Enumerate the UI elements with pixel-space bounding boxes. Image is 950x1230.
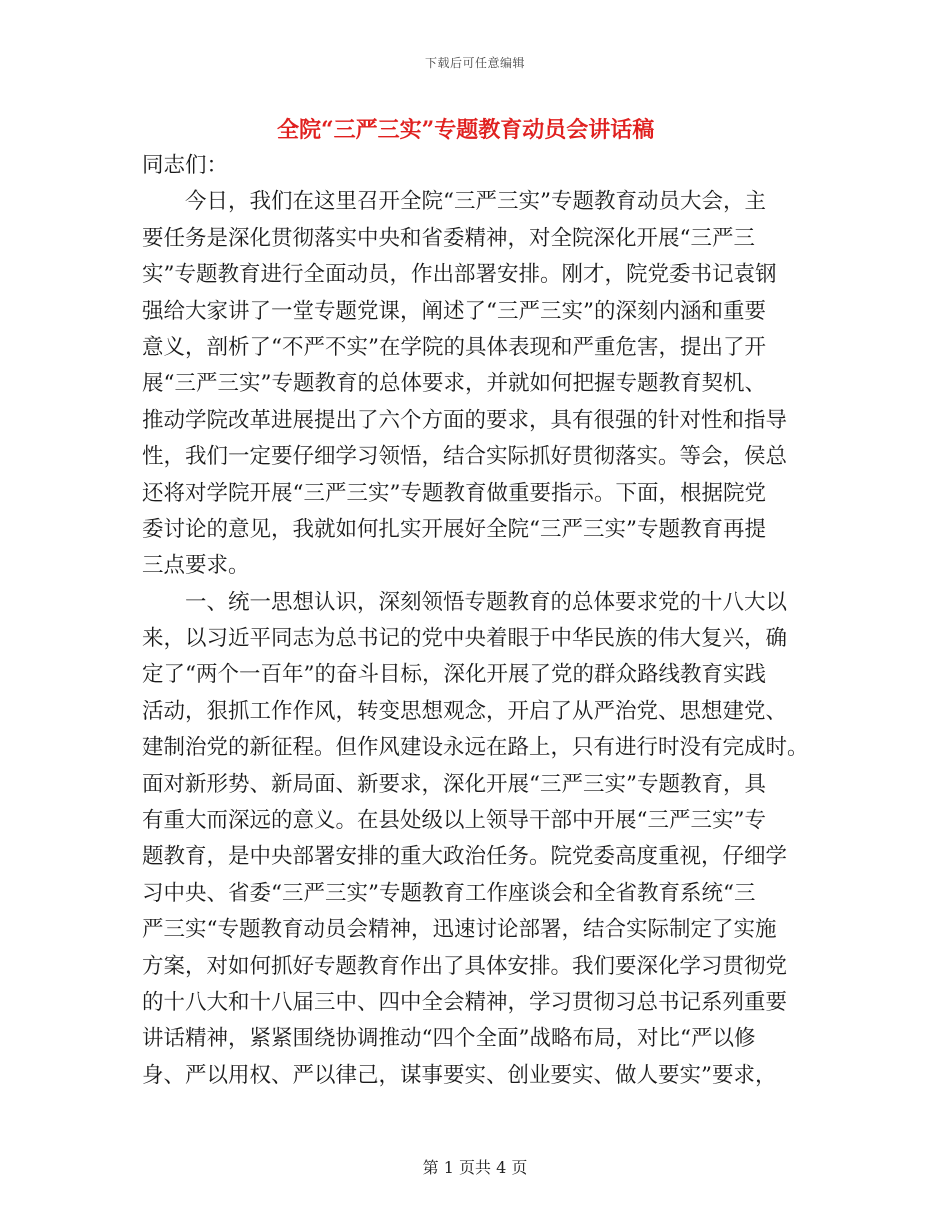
page-number: 第 1 页共 4 页 — [422, 1158, 528, 1177]
body-line: 的十八大和十八届三中、四中全会精神，学习贯彻习总书记系列重要 — [142, 989, 788, 1015]
body-line: 方案，对如何抓好专题教育作出了具体安排。我们要深化学习贯彻党 — [142, 953, 788, 979]
body-line: 强给大家讲了一堂专题党课，阐述了“三严三实”的深刻内涵和重要 — [142, 298, 766, 324]
body-line: 一、统一思想认识，深刻领悟专题教育的总体要求党的十八大以 — [142, 589, 788, 615]
body-line: 展“三严三实”专题教育的总体要求，并就如何把握专题教育契机、 — [142, 371, 766, 397]
body-line: 三点要求。 — [142, 553, 250, 579]
body-line: 今日，我们在这里召开全院“三严三实”专题教育动员大会，主 — [142, 189, 766, 215]
body-line: 面对新形势、新局面、新要求，深化开展“三严三实”专题教育，具 — [142, 771, 766, 797]
body-line: 活动，狠抓工作作风，转变思想观念，开启了从严治党、思想建党、 — [142, 698, 788, 724]
body-line: 定了“两个一百年”的奋斗目标，深化开展了党的群众路线教育实践 — [142, 662, 766, 688]
body-line: 委讨论的意见，我就如何扎实开展好全院“三严三实”专题教育再提 — [142, 516, 766, 542]
body-line: 同志们： — [142, 153, 229, 178]
body-line: 题教育，是中央部署安排的重大政治任务。院党委高度重视，仔细学 — [142, 844, 788, 870]
body-line: 来，以习近平同志为总书记的党中央着眼于中华民族的伟大复兴，确 — [142, 626, 788, 652]
body-line: 还将对学院开展“三严三实”专题教育做重要指示。下面，根据院党 — [142, 480, 766, 506]
body-line: 身、严以用权、严以律己，谋事要实、创业要实、做人要实”要求， — [142, 1062, 777, 1088]
body-line: 建制治党的新征程。但作风建设永远在路上，只有进行时没有完成时。 — [142, 735, 809, 761]
body-line: 意义，剖析了“不严不实”在学院的具体表现和严重危害，提出了开 — [142, 334, 766, 360]
page-header-note: 下载后可任意编辑 — [424, 56, 525, 70]
body-line: 讲话精神，紧紧围绕协调推动“四个全面”战略布局，对比“严以修 — [142, 1026, 756, 1052]
body-line: 实”专题教育进行全面动员，作出部署安排。刚才，院党委书记袁钢 — [142, 262, 777, 288]
body-line: 推动学院改革进展提出了六个方面的要求，具有很强的针对性和指导 — [142, 407, 788, 433]
body-line: 性，我们一定要仔细学习领悟，结合实际抓好贯彻落实。等会，侯总 — [142, 444, 788, 470]
body-line: 严三实“专题教育动员会精神，迅速讨论部署，结合实际制定了实施 — [142, 917, 777, 943]
body-line: 要任务是深化贯彻落实中央和省委精神，对全院深化开展“三严三 — [142, 225, 755, 251]
document-body — [142, 148, 808, 1094]
document-title: 全院“三严三实”专题教育动员会讲话稿 — [277, 117, 655, 143]
body-line: 有重大而深远的意义。在县处级以上领导干部中开展“三严三实”专 — [142, 808, 766, 834]
body-line: 习中央、省委“三严三实”专题教育工作座谈会和全省教育系统“三 — [142, 880, 756, 906]
